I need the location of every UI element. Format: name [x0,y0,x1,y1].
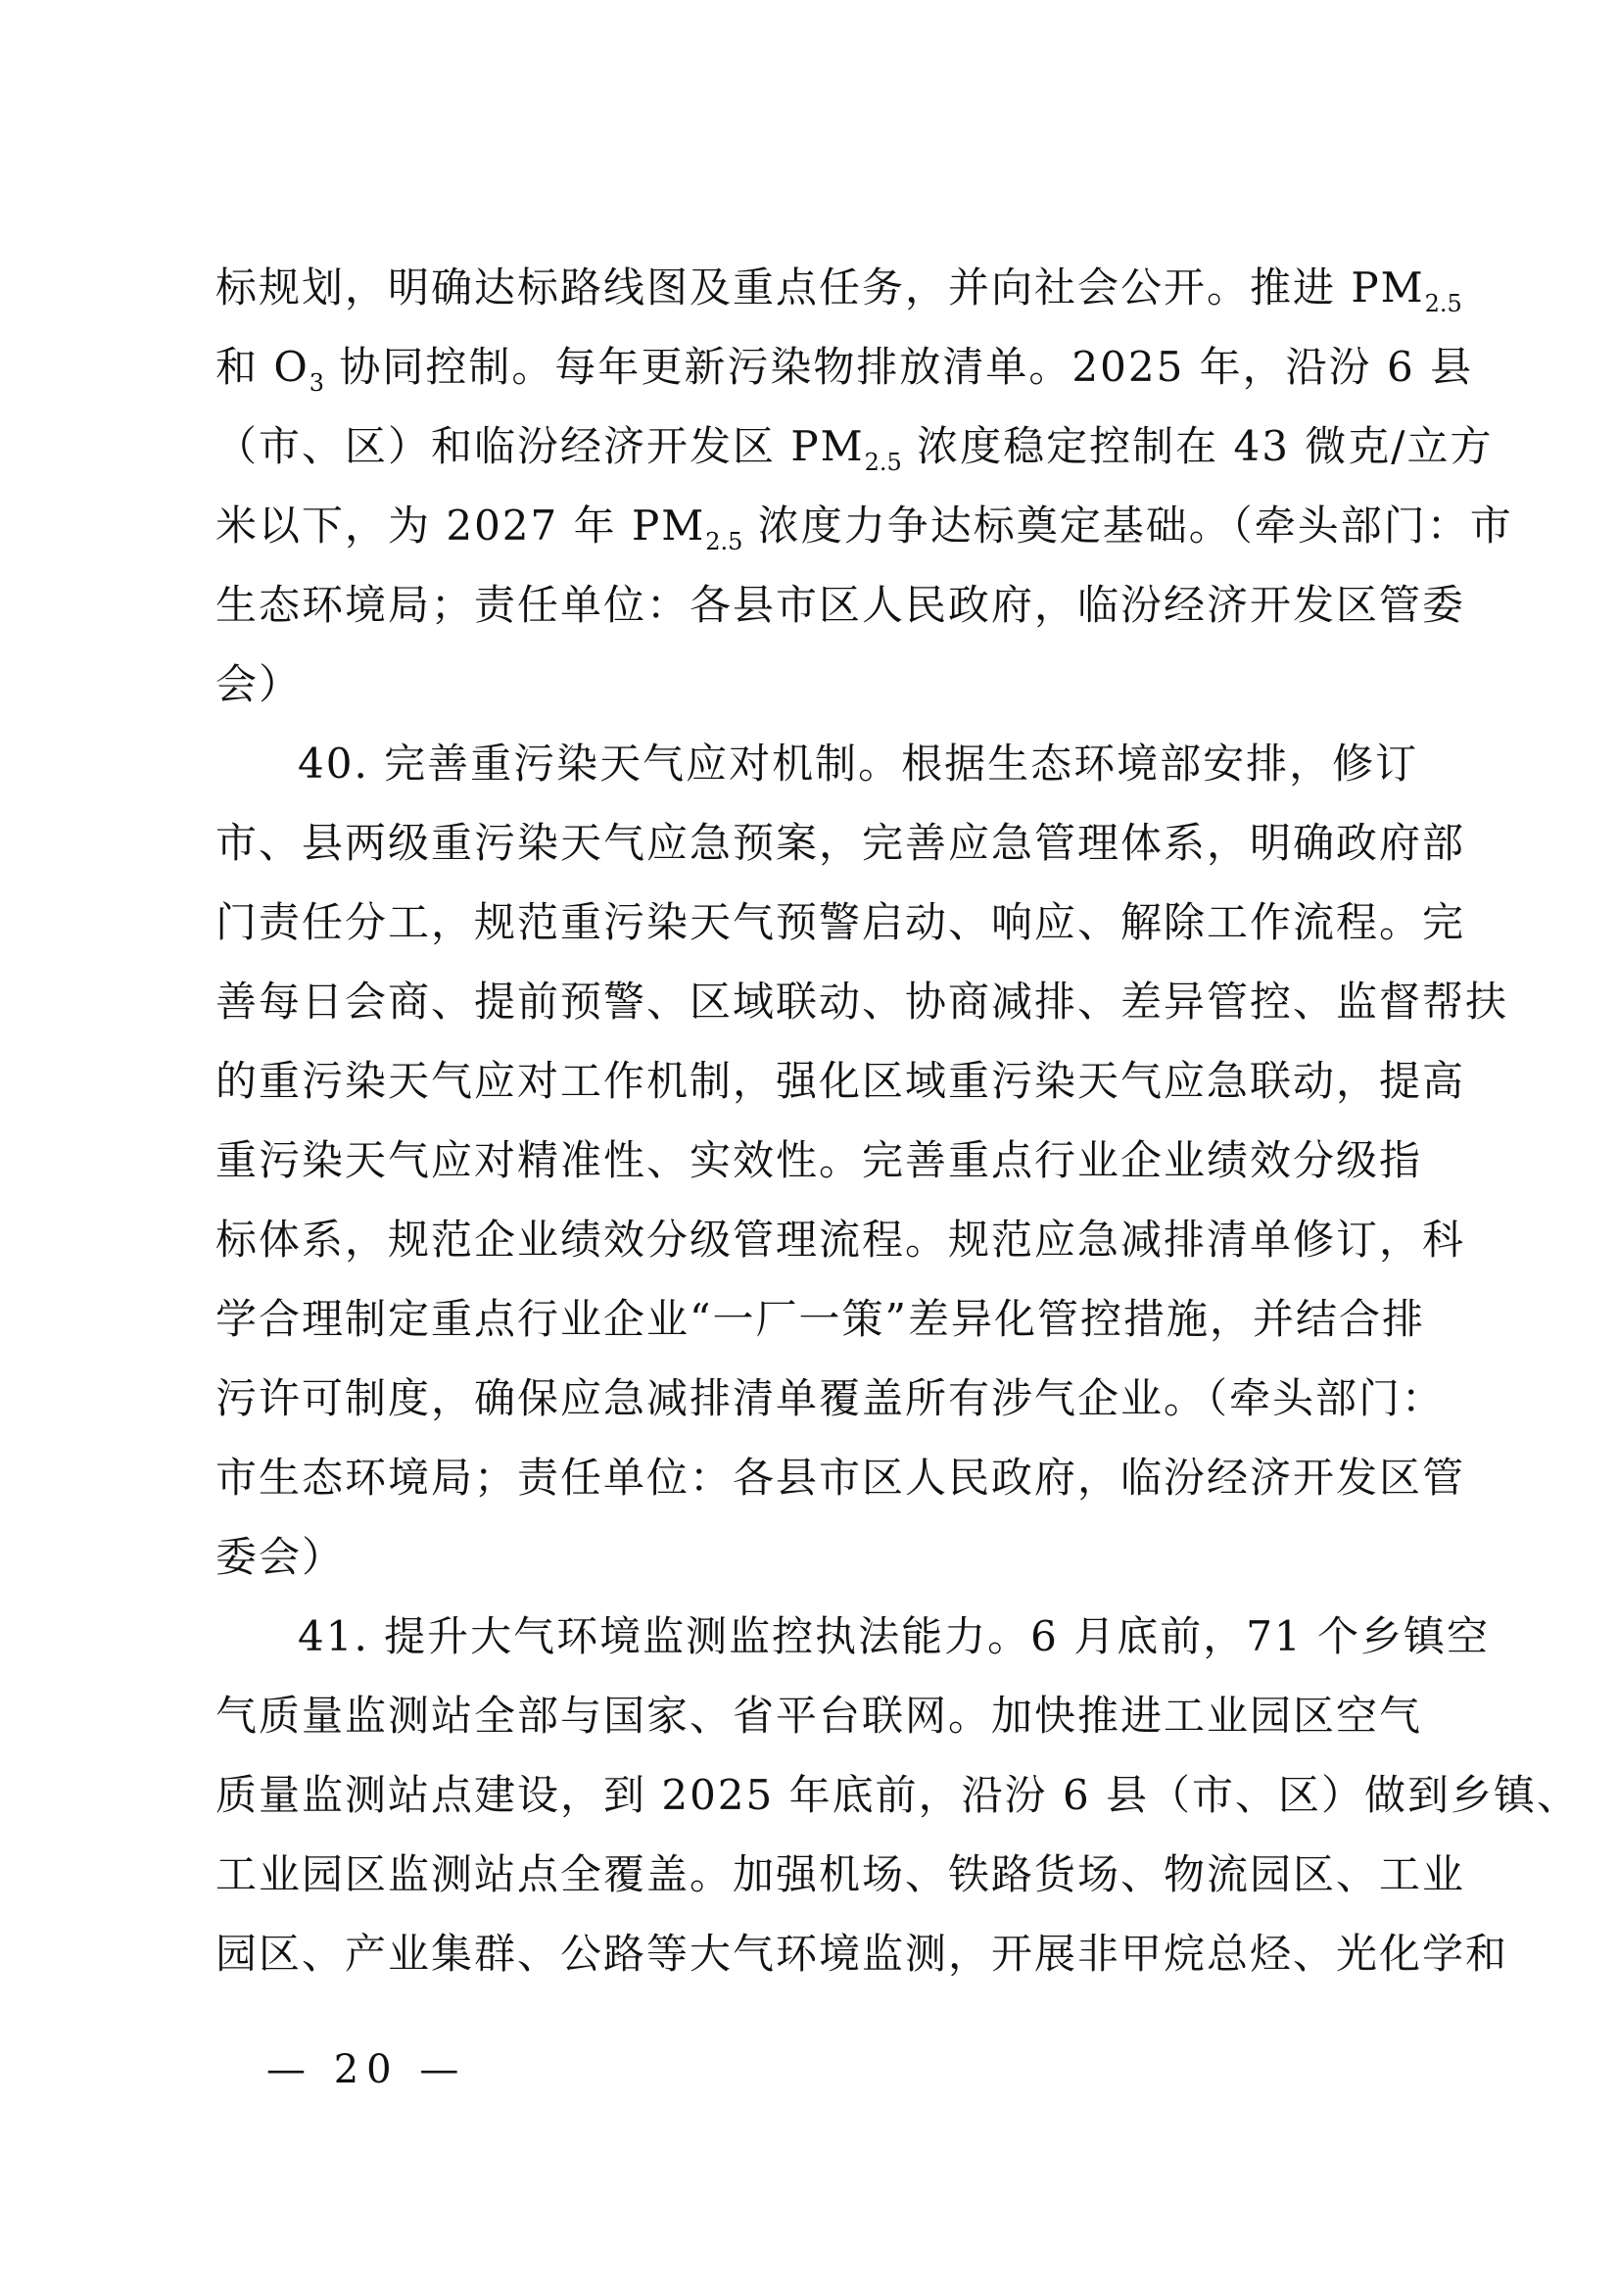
text-line: 和 $O_3$ 协同控制。每年更新污染物排放清单。2025 年，沿汾 6 县 [215,343,1474,397]
text-line: 市生态环境局；责任单位：各县市区人民政府，临汾经济开发区管 [215,1454,1466,1502]
text-line: 气质量监测站全部与国家、省平台联网。加快推进工业园区空气 [215,1692,1423,1740]
text-line: 会） [215,660,303,708]
page-number: — 20 — [266,2047,467,2092]
text-line: 质量监测站点建设，到 2025 年底前，沿汾 6 县（市、区）做到乡镇、 [215,1771,1581,1819]
text-line: 标体系，规范企业绩效分级管理流程。规范应急减排清单修订，科 [215,1216,1466,1264]
text-line: 工业园区监测站点全覆盖。加强机场、铁路货场、物流园区、工业 [215,1850,1466,1898]
text-line: 善每日会商、提前预警、区域联动、协商减排、差异管控、监督帮扶 [215,978,1509,1026]
text-line: 米以下，为 2027 年 $PM_{2.5}$ 浓度力争达标奠定基础。（牵头部门：市 [215,502,1513,555]
item-40-heading-line: 40. 完善重污染天气应对机制。根据生态环境部安排，修订 [298,740,1419,788]
text-line: 标规划，明确达标路线图及重点任务，并向社会公开。推进 $PM_{2.5}$ [215,263,1462,317]
text-line: 门责任分工，规范重污染天气预警启动、响应、解除工作流程。完 [215,898,1466,946]
text-line: （市、区）和临汾经济开发区 $PM_{2.5}$ 浓度稳定控制在 43 微克/立方 [215,422,1494,476]
text-line: 污许可制度，确保应急减排清单覆盖所有涉气企业。（牵头部门： [215,1374,1446,1422]
text-line: 学合理制定重点行业企业“一厂一策”差异化管控措施，并结合排 [215,1295,1425,1343]
item-41-heading-line: 41. 提升大气环境监测监控执法能力。6 月底前，71 个乡镇空 [298,1612,1491,1660]
text-line: 园区、产业集群、公路等大气环境监测，开展非甲烷总烃、光化学和 [215,1930,1509,1978]
text-line: 的重污染天气应对工作机制，强化区域重污染天气应急联动，提高 [215,1057,1466,1105]
text-line: 重污染天气应对精准性、实效性。完善重点行业企业绩效分级指 [215,1136,1423,1184]
text-line: 委会） [215,1533,346,1581]
text-line: 生态环境局；责任单位：各县市区人民政府，临汾经济开发区管委 [215,581,1466,629]
text-line: 市、县两级重污染天气应急预案，完善应急管理体系，明确政府部 [215,819,1466,867]
